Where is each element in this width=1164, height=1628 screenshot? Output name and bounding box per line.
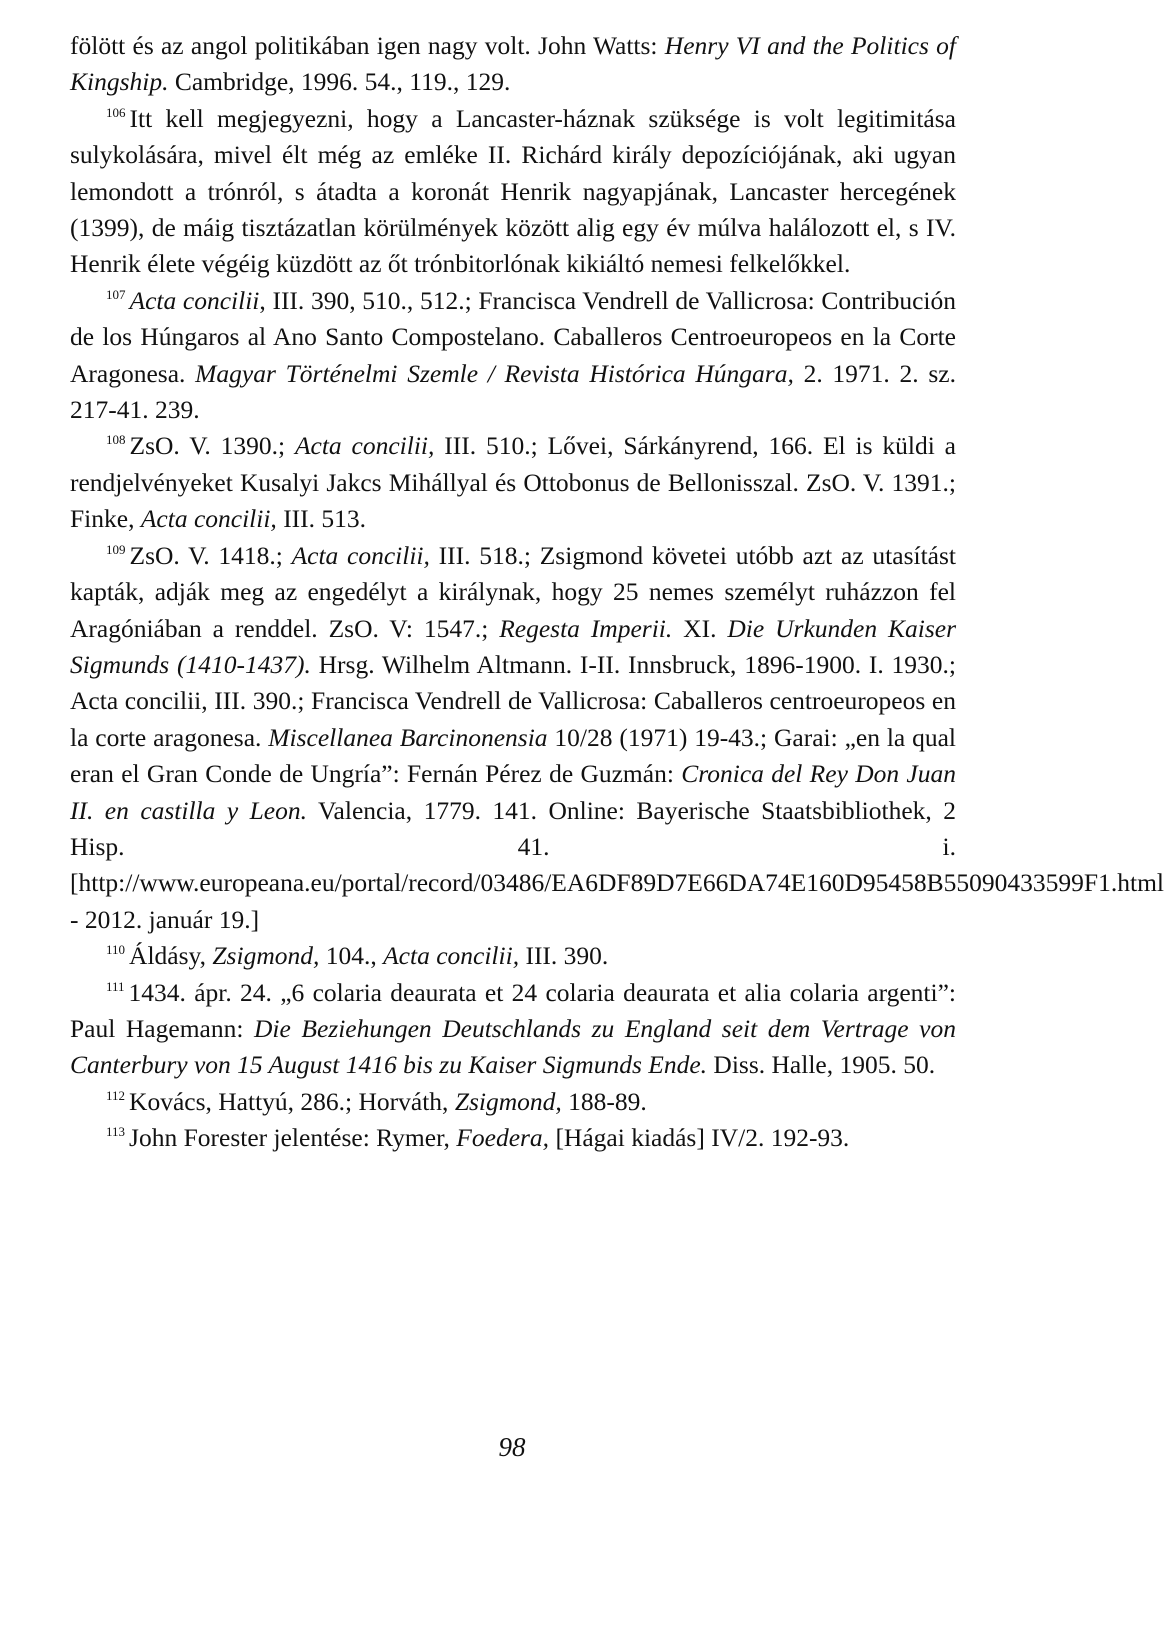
footnote-text: XI. [672,613,728,643]
footnote-text: Valencia, 1779. 141. Online: Bayerische Staatsbibliothek, 2 Hisp. 41. i. [http://www.europeana.eu/portal/record/03486/EA6DF89D7E66DA74E160D95458B55090433599F1.html - 2012. január 19.] [70,795,1164,934]
footnote-text: Kovács, Hattyú, 286.; Horváth, [129,1086,455,1116]
footnote-italic-text: Acta concilii, [291,540,430,570]
footnote-110 [70,938,956,974]
footnote-text: III. 510.; Lővei, Sárkányrend, 166. El is küldi a rendjelvényeket Kusalyi Jakcs Mihállyal és Ottobonus de Bellonisszal. ZsO. V. 1391.; Finke, [70,431,956,534]
footnote-text: 1434. ápr. 24. „6 colaria deaurata et 24 colaria deaurata et alia colaria argenti”: Paul Hagemann: [70,977,956,1043]
footnote-111 [70,975,956,1084]
footnote-text: Itt kell megjegyezni, hogy a Lancaster-háznak szüksége is volt legitimitása sulykolására, mivel élt még az emléke II. Richárd király depozíciójának, aki ugyan lemondott a trónról, s átadta a koronát Henrik nagyapjának, Lancaster hercegének (1399), de máig tisztázatlan körülmények között alig egy év múlva halálozott el, s IV. Henrik élete végéig küzdött az őt trónbitorlónak kikiáltó nemesi felkelőkkel. [70,103,956,279]
footnote-text: 10/28 (1971) 19-43.; Garai: „en la qual eran el Gran Conde de Ungría”: Fernán Pérez de Guzmán: [70,722,956,789]
footnote-marker: 113 [106,1124,126,1140]
footnote-text: III. 390. [519,941,609,971]
footnote-text: John Forester jelentése: Rymer, [129,1123,457,1153]
footnote-italic-text: Acta concilii, [140,504,277,534]
footnote-italic-text: Acta concilii, [383,941,520,971]
footnote-italic-text: Acta concilii [129,285,260,315]
footnote-text: , III. 390, 510., 512.; Francisca Vendrell de Vallicrosa: Contribución de los Húngaros al Ano Santo Compostelano. Caballeros Centroeuropeos en la Corte Aragonesa. [70,285,956,388]
footnote-text: 104., [319,941,384,971]
footnote-italic-text: Zsigmond, [212,941,320,971]
footnote-continuation [70,28,956,101]
footnote-italic-text: Acta concilii, [294,431,435,461]
footnote-marker: 108 [106,432,126,448]
footnote-text: Áldásy, [129,941,213,971]
footnote-text: 2. 1971. 2. sz. 217-41. 239. [70,358,956,425]
footnote-italic-text: Miscellanea Barcinonensia [268,722,548,752]
footnote-112 [70,1084,956,1120]
footnote-113 [70,1120,956,1156]
footnote-text: Hrsg. Wilhelm Altmann. I-II. Innsbruck, 1896-1900. I. 1930.; Acta concilii, III. 390.; Francisca Vendrell de Vallicrosa: Caballeros centroeuropeos en la corte aragonesa. [70,649,956,752]
footnote-marker: 107 [106,286,126,302]
footnote-text: 188-89. [561,1086,647,1116]
footnotes-block [70,28,1164,1157]
footnote-italic-text: Regesta Imperii. [499,613,673,643]
footnote-marker: 106 [106,104,126,120]
footnote-text: III. 518.; Zsigmond követei utóbb azt az utasítást kapták, adják meg az engedélyt a királynak, hogy 25 nemes személyt ruházzon fel Aragóniában a renddel. ZsO. V: 1547.; [70,540,956,643]
footnote-italic-text: Magyar Történelmi Szemle / Revista Histórica Húngara, [195,358,794,388]
footnote-text: fölött és az angol politikában igen nagy volt. John Watts: [70,31,665,60]
footnote-109 [70,538,1164,938]
footnote-text: Diss. Halle, 1905. 50. [707,1050,936,1080]
footnote-marker: 110 [106,942,126,958]
footnote-106 [70,101,956,283]
footnote-marker: 112 [106,1087,126,1103]
footnote-italic-text: Zsigmond, [454,1086,562,1116]
footnote-text: III. 513. [276,504,367,534]
footnote-text: ZsO. V. 1418.; [129,540,292,570]
footnote-107 [70,283,956,429]
footnote-italic-text: Henry VI and the Politics of Kingship. [70,31,956,97]
footnote-text: ZsO. V. 1390.; [129,431,295,461]
footnote-text: [Hágai kiadás] IV/2. 192-93. [549,1123,850,1153]
footnote-italic-text: Foedera, [456,1123,550,1153]
page-number: 98 [498,1432,526,1462]
footnote-marker: 111 [106,978,125,994]
footnote-italic-text: Die Urkunden Kaiser Sigmunds (1410-1437). [70,613,956,679]
footnote-italic-text: Cronica del Rey Don Juan II. en castilla y Leon. [70,759,956,825]
footnote-italic-text: Die Beziehungen Deutschlands zu England seit dem Vertrage von Canterbury von 15 August 1416 bis zu Kaiser Sigmunds Ende. [70,1013,957,1080]
footnote-marker: 109 [106,541,126,557]
footnote-text: Cambridge, 1996. 54., 119., 129. [168,67,511,97]
footnote-108 [70,428,956,537]
